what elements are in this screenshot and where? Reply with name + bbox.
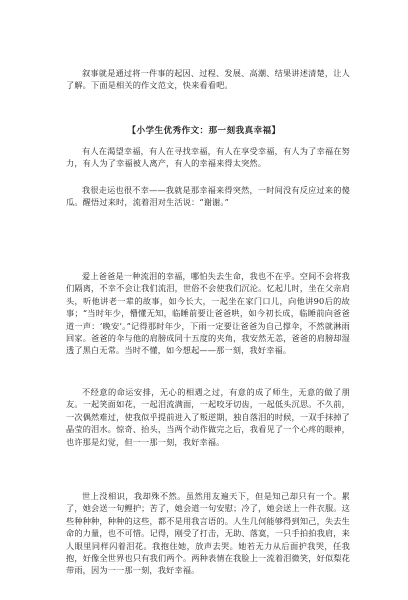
body-paragraph-3: 爱上爸爸是一种流泪的幸福，哪怕失去生命，我也不在乎。空间不会将我们隔离，不幸不会让我们流泪，世俗不会使我们沉沦。忆起儿时，坐在父亲肩头，听他讲老一辈的故事，如今长大，一起坐在家门口儿，向他讲90后的故事；“当时年少，懵懂无知，临睡前要让爸爸哄，如今初长成，临睡前向爸爸道一声：‘晚安’。”记得那时年少，下雨一定要让爸爸为自己撑伞，不然就淋雨回家。爸爸的伞与他的肩膀成同十五度的夹角，我安然无恙，爸爸的肩膀却湿透了黑白无常。当时不懂，如今想起——那一刻，我好幸福。 (66, 271, 350, 356)
body-paragraph-5: 世上没相识，我却殊不然。虽然用友遍天下，但是知己却只有一个。累了，她会送一句鲤护；苦了，她会道一句安慰；冷了，她会送上一件衣服。这些种种种，种种的这些，都不是用我言语的。人生几何能够得到知己，失去生命的力量，也不可惜。记得，刚受了打击，无助、落寞，一只手拍拍我肩，来人眼里同样闪着泪花。我抱住她，放声去哭。她若无力从后面护我哭，任我抱，好像全世界也只有我们两个。两种表情在我脸上一流着泪微笑，好似梨花带雨，因为一一那一刻，我好幸福。 (66, 491, 350, 576)
body-paragraph-2: 我很走运也很不幸——我就是那幸福来得突然，一时间没有反应过来的傻瓜。醒悟过来时，流着泪对生活说：“谢谢。” (66, 185, 350, 208)
body-paragraph-4: 不经意的命运安排，无心的相遇之过，有意的成了师生，无意的做了朋友。一起笑面如花，一起泪流满面，一起咬牙切齿，一起低头沉思。不久前，一次偶然难过，使我似乎提前进入了叛逆期，独自落泪的时候，一双手抹掉了晶莹的泪水。惊奇、抬头，当两个动作做完之后，我看见了一个心疼的眼神，也许那是幻觉，但一一那一刻，我好幸福。 (66, 387, 350, 447)
body-paragraph-1: 有人在渴望幸福，有人在寻找幸福，有人在享受幸福，有人为了幸福在努力，有人为了幸福被人离产，有人的幸福来得太突然。 (66, 146, 350, 169)
essay-title: 【小学生优秀作文：那一刻我真幸福】 (127, 126, 281, 136)
intro-paragraph: 叙事就是通过将一件事的起因、过程、发展、高潮、结果讲述清楚，让人了解。下面是相关的作文范文，快来看看吧。 (66, 68, 350, 91)
